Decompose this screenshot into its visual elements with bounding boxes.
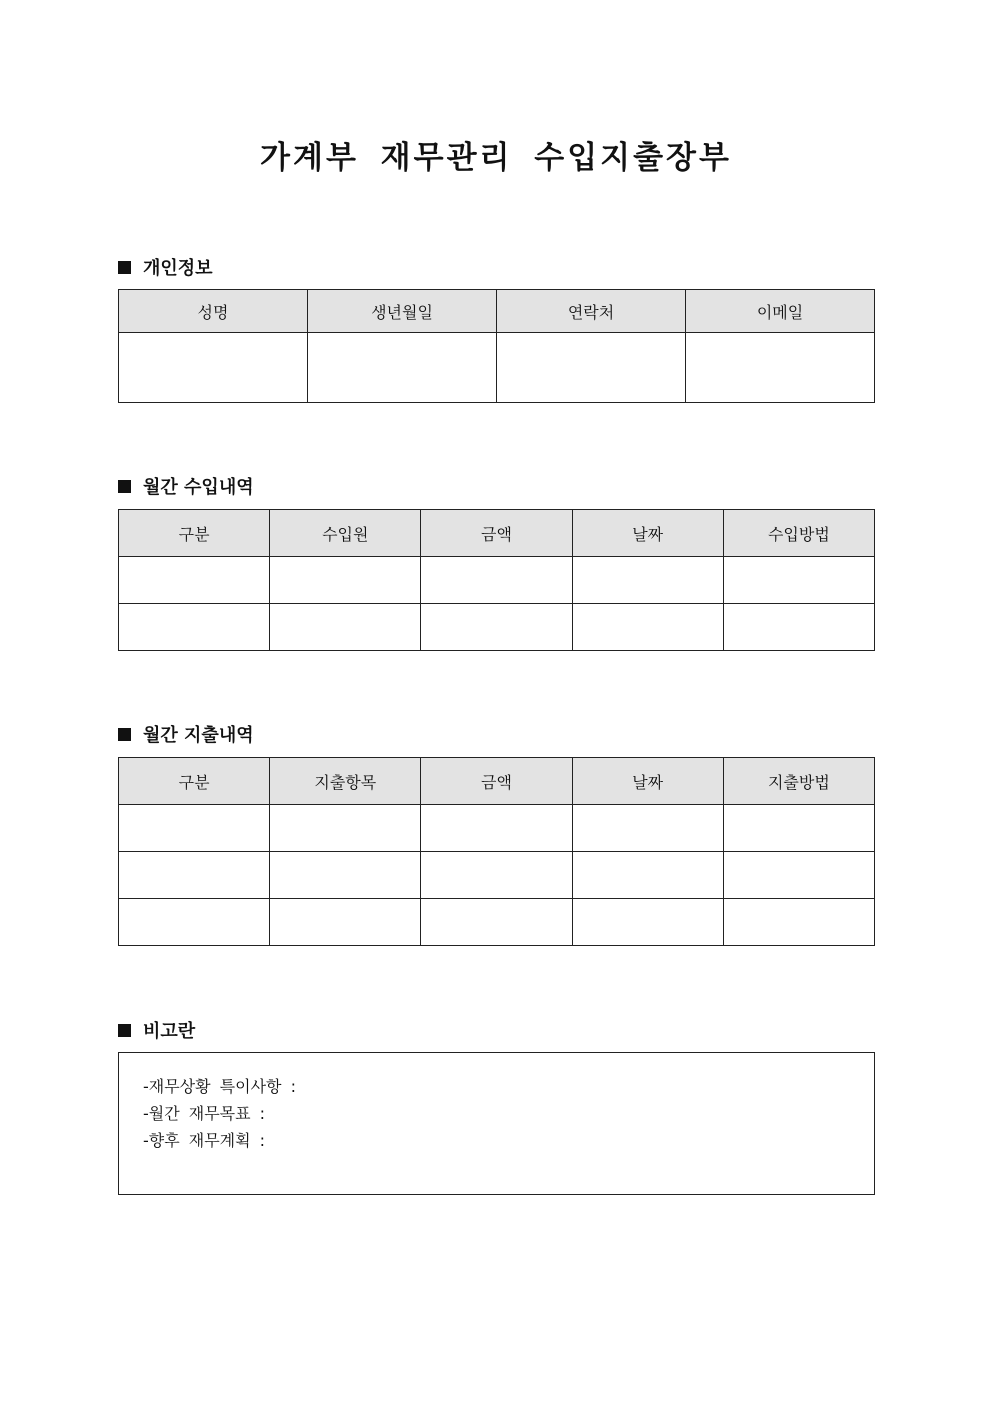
table-cell[interactable]: [421, 557, 572, 604]
table-cell[interactable]: [572, 805, 723, 852]
table-row: [119, 899, 875, 946]
table-cell[interactable]: [270, 899, 421, 946]
table-cell[interactable]: [421, 805, 572, 852]
expense-heading: [118, 721, 254, 747]
square-bullet-icon: [118, 1024, 131, 1037]
table-cell[interactable]: [421, 604, 572, 651]
table-row: [119, 604, 875, 651]
column-header: 수입방법: [723, 510, 874, 557]
income-heading: [118, 473, 254, 499]
email-cell[interactable]: [686, 333, 875, 403]
table-header-row: [119, 510, 875, 557]
table-cell[interactable]: [421, 899, 572, 946]
column-header: 수입원: [270, 510, 421, 557]
remarks-box[interactable]: [118, 1052, 875, 1195]
table-cell[interactable]: [119, 604, 270, 651]
column-header: 성명: [119, 290, 308, 333]
table-cell[interactable]: [723, 899, 874, 946]
column-header: 날짜: [572, 758, 723, 805]
table-cell[interactable]: [572, 604, 723, 651]
expense-heading-label: 월간 지출내역: [143, 725, 254, 746]
column-header: 지출항목: [270, 758, 421, 805]
column-header: 구분: [119, 510, 270, 557]
square-bullet-icon: [118, 480, 131, 493]
table-cell[interactable]: [723, 604, 874, 651]
column-header: 금액: [421, 758, 572, 805]
table-cell[interactable]: [270, 852, 421, 899]
table-cell[interactable]: [119, 557, 270, 604]
name-cell[interactable]: [119, 333, 308, 403]
expense-table: [118, 757, 875, 946]
table-cell[interactable]: [723, 557, 874, 604]
column-header: 지출방법: [723, 758, 874, 805]
table-cell[interactable]: [572, 899, 723, 946]
table-cell[interactable]: [119, 805, 270, 852]
table-cell[interactable]: [421, 852, 572, 899]
personal-info-table: [118, 289, 875, 403]
table-cell[interactable]: [723, 852, 874, 899]
table-header-row: [119, 290, 875, 333]
remarks-line-goal: -월간 재무목표 :: [143, 1104, 266, 1123]
personal-info-heading: [118, 254, 213, 280]
column-header: 날짜: [572, 510, 723, 557]
column-header: 연락처: [497, 290, 686, 333]
table-header-row: [119, 758, 875, 805]
square-bullet-icon: [118, 261, 131, 274]
remarks-heading: [118, 1017, 195, 1043]
contact-cell[interactable]: [497, 333, 686, 403]
table-cell[interactable]: [723, 805, 874, 852]
personal-info-heading-label: 개인정보: [143, 258, 213, 279]
table-cell[interactable]: [270, 604, 421, 651]
column-header: 이메일: [686, 290, 875, 333]
birthdate-cell[interactable]: [308, 333, 497, 403]
table-cell[interactable]: [270, 557, 421, 604]
table-cell[interactable]: [119, 899, 270, 946]
page-title: 가계부 재무관리 수입지출장부: [260, 140, 732, 176]
table-cell[interactable]: [572, 852, 723, 899]
remarks-heading-label: 비고란: [143, 1021, 196, 1042]
table-cell[interactable]: [572, 557, 723, 604]
remarks-line-status: -재무상황 특이사항 :: [143, 1077, 296, 1096]
table-row: [119, 557, 875, 604]
column-header: 생년월일: [308, 290, 497, 333]
table-row: [119, 333, 875, 403]
income-heading-label: 월간 수입내역: [143, 477, 254, 498]
table-row: [119, 852, 875, 899]
column-header: 구분: [119, 758, 270, 805]
square-bullet-icon: [118, 728, 131, 741]
income-table: [118, 509, 875, 651]
column-header: 금액: [421, 510, 572, 557]
table-cell[interactable]: [119, 852, 270, 899]
remarks-line-plan: -향후 재무계획 :: [143, 1131, 266, 1150]
table-row: [119, 805, 875, 852]
table-cell[interactable]: [270, 805, 421, 852]
